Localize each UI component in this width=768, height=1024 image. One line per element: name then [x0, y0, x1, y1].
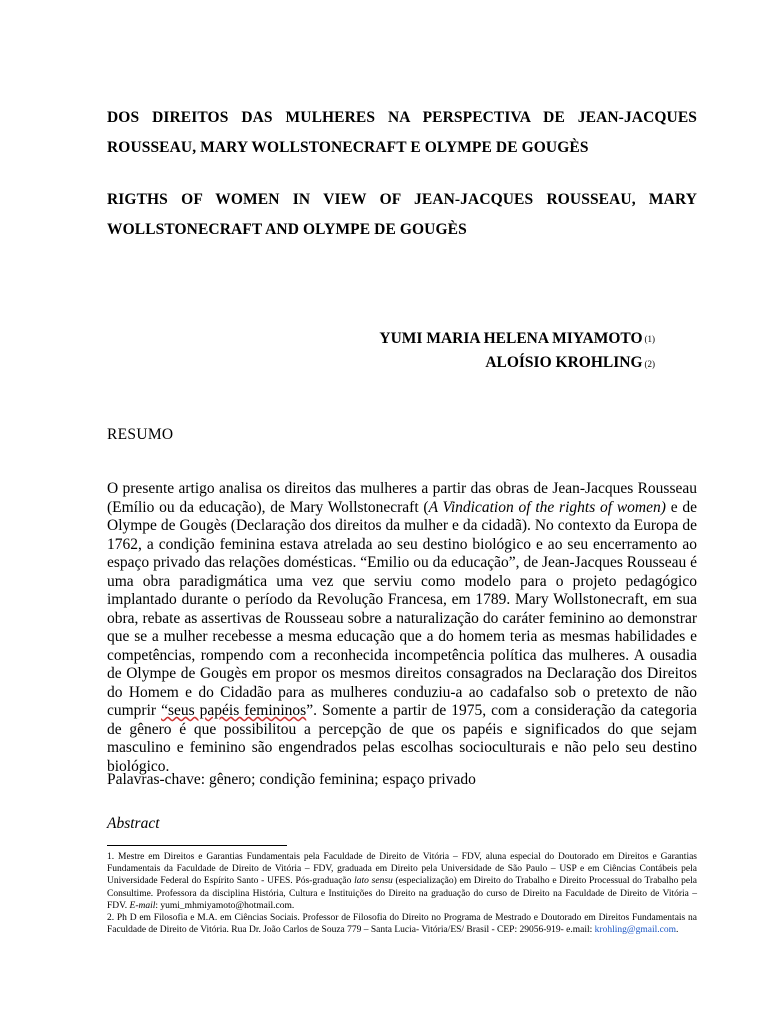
footnote-1-email: : yumi_mhmiyamoto@hotmail.com. [155, 900, 295, 911]
footnote-divider [107, 845, 287, 846]
resumo-heading: RESUMO [107, 426, 174, 443]
author-1-note: (1) [644, 334, 655, 345]
title-pt-line1: DOS DIREITOS DAS MULHERES NA PERSPECTIVA DE JEAN-JACQUES [107, 109, 697, 126]
author-2-name: ALOÍSIO KROHLING [485, 354, 643, 372]
footnote-1 [107, 851, 697, 912]
resumo-text-1: O presente artigo analisa os direitos das mulheres a partir das obras de Jean-Jacques Rousseau (Emílio ou da educação), de Mary Wollstonecraft ( [107, 480, 697, 516]
footnote-2-end: . [675, 925, 679, 936]
footnote-2-email-link[interactable]: krohling@gmail.com [594, 925, 676, 936]
resumo-spellcheck-mark: “seus papéis femininos [161, 702, 307, 719]
footnote-1-email-label: E-mail [129, 900, 156, 911]
author-block [255, 327, 655, 376]
author-1 [255, 327, 655, 351]
title-english [107, 185, 697, 245]
resumo-text-3: ”. Somente a partir de 1975, com a consideração da categoria de gênero é que possibilitou a percepção de que os papéis e significados do que sejam masculino e feminino são engendrados pelas escolhas socioculturais e não pelo seu destino biológico. [107, 702, 697, 775]
title-portuguese [107, 103, 697, 163]
footnote-1-text-a: 1. Mestre em Direitos e Garantias Fundamentais pela Faculdade de Direito de Vitória – FDV, aluna especial do Doutorado em Direitos e Garantias Fundamentais da Faculdade de Direito de Vitória – FDV, graduada em Direito pela Universidade de São Paulo – USP e em Ciências Contábeis pela Universidade Federal do Espírito Santo - UFES. Pós-graduação [107, 852, 697, 887]
footnote-2-text: 2. Ph D em Filosofia e M.A. em Ciências Sociais. Professor de Filosofia do Direito no Programa de Mestrado e Doutorado em Direitos Fundamentais na Faculdade de Direito de Vitória. Rua Dr. João Carlos de Souza 779 – Santa Lucia- Vitória/ES/ Brasil - CEP: 29056-919- e.mail: [107, 913, 697, 936]
abstract-heading: Abstract [107, 815, 160, 832]
author-2-note: (2) [644, 358, 655, 369]
title-en-line2: WOLLSTONECRAFT AND OLYMPE DE GOUGÈS [107, 221, 467, 238]
author-2 [255, 351, 655, 375]
footnote-2 [107, 912, 697, 936]
resumo-book-title: A Vindication of the rights of women) [428, 498, 666, 516]
title-pt-line2: ROUSSEAU, MARY WOLLSTONECRAFT E OLYMPE DE GOUGÈS [107, 139, 589, 156]
footnote-1-text-b: (especialização) em Direito do Trabalho e Direito Processual do Trabalho pela Consultime. Professora da disciplina História, Cultura e Instituições do Direito na graduação do curso de Direito na Faculdade de Direito de Vitória – FDV. [107, 876, 697, 911]
title-en-line1: RIGTHS OF WOMEN IN VIEW OF JEAN-JACQUES ROUSSEAU, MARY [107, 191, 697, 208]
author-1-name: YUMI MARIA HELENA MIYAMOTO [379, 330, 643, 347]
resumo-paragraph [107, 480, 697, 776]
footnote-1-italic: lato sensu [354, 876, 393, 887]
footnotes [107, 851, 697, 936]
resumo-text-2: e de Olympe de Gougès (Declaração dos direitos da mulher e da cidadã). No contexto da Europa de 1762, a condição feminina estava atrelada ao seu destino biológico e ao seu encerramento ao espaço privado das relações domésticas. “Emilio ou da educação”, de Jean-Jacques Rousseau é uma obra paradigmática uma vez que serviu como modelo para o projeto pedagógico implantado durante o período da Revolução Francesa, em 1789. Mary Wollstonecraft, em sua obra, rebate as assertivas de Rousseau sobre a naturalização do caráter feminino ao demonstrar que se a mulher recebesse a mesma educação que a do homem teria as mesmas habilidades e competências, rompendo com a reconhecida incompetência política das mulheres. A ousadia de Olympe de Gougès em propor os mesmos direitos consagrados na Declaração dos Direitos do Homem e do Cidadão para as mulheres conduziu-a ao cadafalso sob o pretexto de não cumprir [107, 498, 697, 719]
keywords: Palavras-chave: gênero; condição feminina; espaço privado [107, 771, 476, 788]
